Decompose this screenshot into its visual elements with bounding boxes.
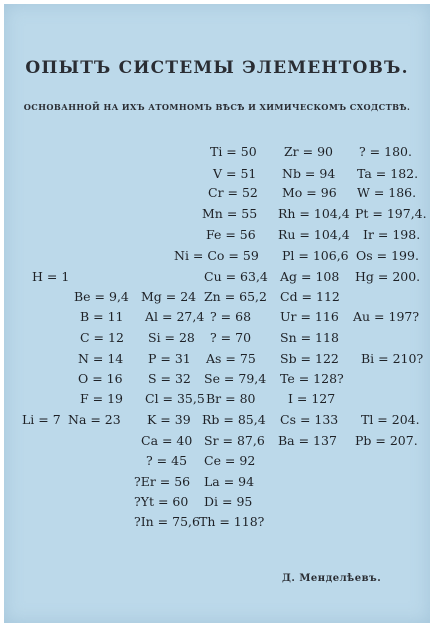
element-cell: Ta = 182. [357,166,419,181]
element-cell: Cs = 133 [280,412,339,427]
element-cell: F = 19 [80,391,123,406]
element-cell: H = 1 [32,269,70,284]
element-cell: As = 75 [206,351,256,366]
element-cell: Cu = 63,4 [204,269,268,284]
element-cell: C = 12 [80,330,124,345]
element-cell: ? = 70 [210,330,252,345]
element-cell: V = 51 [213,166,257,181]
element-cell: Ce = 92 [204,453,256,468]
element-cell: Tl = 204. [361,412,420,427]
element-cell: Nb = 94 [282,166,336,181]
element-cell: Di = 95 [204,494,253,509]
element-cell: Be = 9,4 [74,289,129,304]
element-cell: Ni = Co = 59 [174,248,259,263]
element-cell: ? = 68 [210,309,252,324]
document-title: ОПЫТЪ СИСТЕМЫ ЭЛЕМЕНТОВЪ. [25,58,409,78]
element-cell: ? = 45 [146,453,188,468]
element-cell: Mg = 24 [141,289,197,304]
element-cell: Li = 7 [22,412,61,427]
element-cell: N = 14 [78,351,124,366]
element-cell: Si = 28 [148,330,195,345]
element-cell: Sb = 122 [280,351,339,366]
element-cell: Fe = 56 [206,227,256,242]
document-sheet [4,4,430,623]
element-cell: Cd = 112 [280,289,340,304]
element-cell: Ca = 40 [141,433,193,448]
element-cell: Pt = 197,4. [355,206,427,221]
author-signature: Д. Менделѣевъ. [282,573,382,584]
element-cell: Au = 197? [353,309,420,324]
element-cell: Ag = 108 [280,269,340,284]
element-cell: I = 127 [288,391,336,406]
element-cell: P = 31 [148,351,191,366]
element-cell: Br = 80 [206,391,256,406]
element-cell: Bi = 210? [361,351,424,366]
element-cell: ?In = 75,6 [134,514,200,529]
element-cell: Ur = 116 [280,309,339,324]
element-cell: Os = 199. [356,248,419,263]
element-cell: Sr = 87,6 [204,433,265,448]
element-cell: Te = 128? [280,371,344,386]
element-cell: Ru = 104,4 [278,227,350,242]
element-cell: Al = 27,4 [145,309,205,324]
element-cell: Na = 23 [68,412,121,427]
element-cell: Rb = 85,4 [202,412,266,427]
element-cell: Cr = 52 [208,185,258,200]
element-cell: Hg = 200. [355,269,421,284]
document-subtitle: ОСНОВАННОЙ НА ИХЪ АТОМНОМЪ ВѢСѢ И ХИМИЧЕСКОМЪ СХОДСТВѢ. [23,102,411,112]
element-cell: ?Yt = 60 [134,494,189,509]
element-cell: ? = 180. [359,144,412,159]
element-cell: B = 11 [80,309,124,324]
element-cell: W = 186. [357,185,417,200]
element-cell: Rh = 104,4 [278,206,350,221]
element-cell: Ti = 50 [210,144,257,159]
element-cell: Pl = 106,6 [282,248,349,263]
element-cell: S = 32 [148,371,191,386]
element-cell: O = 16 [78,371,123,386]
element-cell: Ba = 137 [278,433,337,448]
element-cell: Mo = 96 [282,185,337,200]
element-cell: K = 39 [147,412,191,427]
element-cell: Pb = 207. [355,433,418,448]
element-cell: La = 94 [204,474,255,489]
element-cell: Zr = 90 [284,144,333,159]
element-cell: Ir = 198. [363,227,421,242]
element-cell: Sn = 118 [280,330,339,345]
element-cell: Se = 79,4 [204,371,267,386]
element-cell: Mn = 55 [202,206,258,221]
element-cell: Th = 118? [199,514,265,529]
element-cell: ?Er = 56 [134,474,191,489]
element-cell: Zn = 65,2 [204,289,267,304]
element-cell: Cl = 35,5 [145,391,205,406]
